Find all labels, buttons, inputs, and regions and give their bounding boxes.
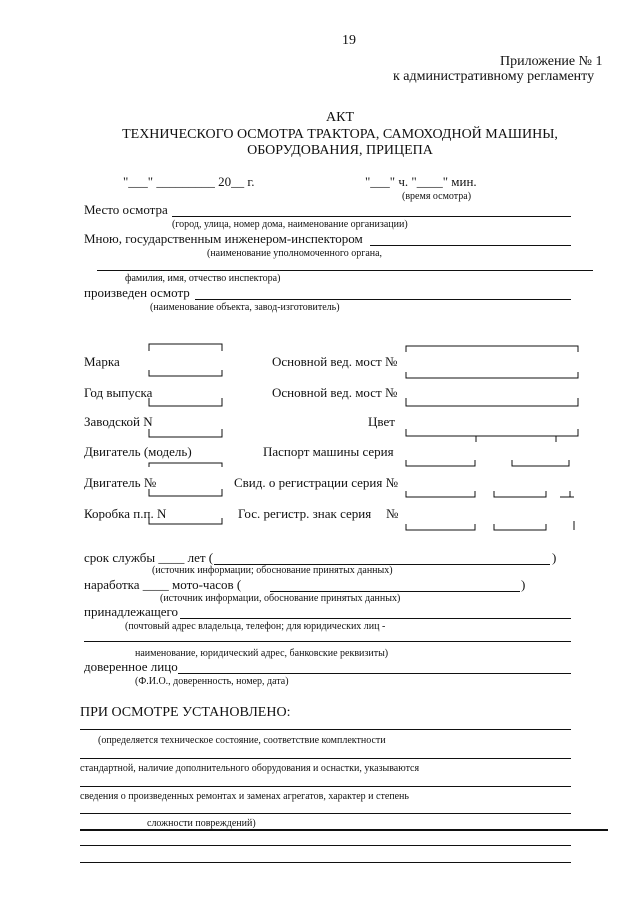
findings-line-7[interactable] (80, 862, 571, 863)
inspector-hint2: фамилия, имя, отчество инспектора) (125, 273, 281, 284)
title-act: АКТ (326, 110, 354, 125)
findings-line-6[interactable] (80, 845, 571, 846)
page-number: 19 (342, 33, 356, 48)
inspector-hint1: (наименование уполномоченного органа, (207, 248, 383, 259)
date-field[interactable]: "___" _________ 20__ г. (123, 174, 255, 189)
owner-input-line2[interactable] (84, 641, 571, 642)
field-passport: Паспорт машины серия (263, 444, 394, 459)
time-hint: (время осмотра) (402, 191, 472, 202)
appendix-line1: Приложение № 1 (500, 54, 603, 69)
time-field[interactable]: "___" ч. "____" мин. (365, 174, 477, 189)
field-gearbox: Коробка п.п. N (84, 506, 167, 521)
findings-hint3: сведения о произведенных ремонтах и заменах агрегатов, характер и степень (80, 791, 409, 802)
proxy-label: доверенное лицо (84, 659, 178, 674)
field-year: Год выпуска (84, 385, 153, 400)
field-brand: Марка (84, 354, 120, 369)
findings-line-5[interactable] (80, 829, 608, 831)
hours-label: наработка ____ мото-часов ( (84, 577, 242, 592)
owner-hint2: наименование, юридический адрес, банковские реквизиты) (135, 648, 389, 659)
findings-line-2[interactable] (80, 758, 571, 759)
service-hint: (источник информации; обоснование принятых данных) (152, 565, 393, 576)
findings-hint4: сложности повреждений) (147, 818, 256, 829)
field-main-axle-1: Основной вед. мост № (272, 354, 398, 369)
inspected-hint: (наименование объекта, завод-изготовитель) (150, 302, 340, 313)
findings-line-1[interactable] (80, 729, 571, 730)
field-registration: Свид. о регистрации серия № (234, 475, 398, 490)
appendix-line2: к административному регламенту (393, 69, 595, 84)
inspected-label: произведен осмотр (84, 285, 190, 300)
proxy-hint: (Ф.И.О., доверенность, номер, дата) (135, 676, 289, 687)
field-color: Цвет (368, 414, 395, 429)
owner-hint1: (почтовый адрес владельца, телефон; для юридических лиц - (125, 621, 386, 632)
proxy-input-line[interactable] (178, 673, 571, 674)
hours-close: ) (521, 577, 526, 592)
findings-line-4[interactable] (80, 813, 571, 814)
title-line2: ТЕХНИЧЕСКОГО ОСМОТРА ТРАКТОРА, САМОХОДНОЙ МАШИНЫ, (122, 127, 558, 142)
place-hint: (город, улица, номер дома, наименование организации) (172, 219, 408, 230)
findings-hint1: (определяется техническое состояние, соответствие комплектности (98, 735, 386, 746)
owner-label: принадлежащего (84, 604, 179, 619)
field-engine-no: Двигатель № (84, 475, 157, 490)
field-main-axle-2: Основной вед. мост № (272, 385, 398, 400)
findings-heading: ПРИ ОСМОТРЕ УСТАНОВЛЕНО: (80, 705, 291, 720)
field-engine-model: Двигатель (модель) (84, 444, 192, 459)
hours-hint: (источник информации, обоснование принятых данных) (160, 593, 401, 604)
service-close: ) (552, 550, 557, 565)
title-line3: ОБОРУДОВАНИЯ, ПРИЦЕПА (247, 143, 433, 158)
findings-line-3[interactable] (80, 786, 571, 787)
field-serial: Заводской N (84, 414, 153, 429)
service-label: срок службы ____ лет ( (84, 550, 214, 565)
owner-input-line[interactable] (180, 618, 571, 619)
inspector-label: Мною, государственным инженером-инспектором (84, 231, 363, 246)
hours-input-line[interactable] (270, 591, 520, 592)
field-plate-no: № (386, 506, 399, 521)
field-plate: Гос. регистр. знак серия (238, 506, 372, 521)
findings-hint2: стандартной, наличие дополнительного оборудования и оснастки, указываются (80, 763, 420, 774)
place-label: Место осмотра (84, 202, 168, 217)
